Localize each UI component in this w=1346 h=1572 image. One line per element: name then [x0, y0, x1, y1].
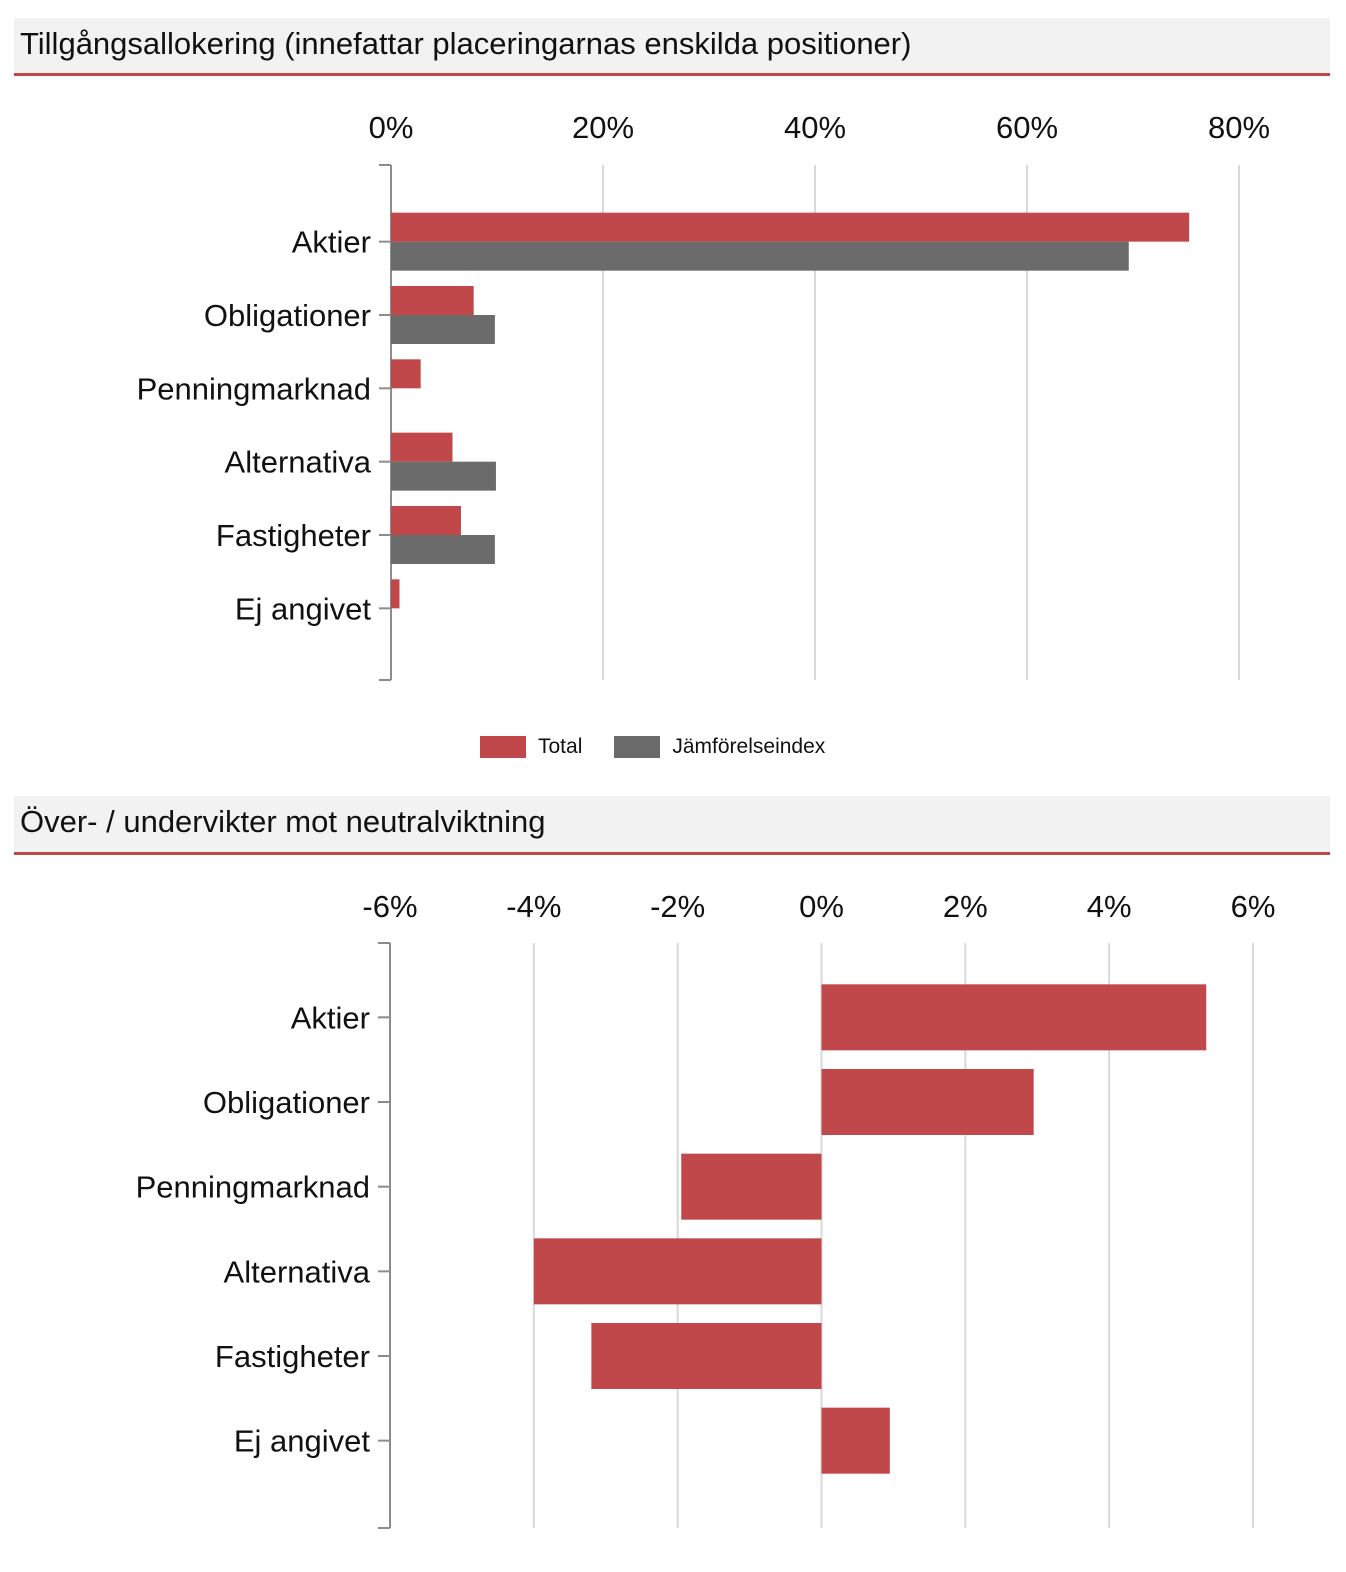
bar-fastigheter-jämförelseindex [391, 535, 495, 564]
x-tick-label: 40% [783, 110, 847, 145]
x-tick-label: 6% [1230, 889, 1276, 924]
x-tick-label: -6% [362, 889, 418, 924]
x-tick-label: 2% [942, 889, 988, 924]
x-tick-label: 0% [799, 889, 844, 924]
x-tick-label: 0% [368, 110, 414, 145]
bar-alternativa-total [391, 433, 452, 462]
x-tick-label: 80% [1207, 110, 1271, 145]
category-label: Fastigheter [215, 518, 371, 553]
bar-fastigheter-total [391, 506, 461, 535]
bar-ej-angivet-value [822, 1408, 890, 1474]
over-under-weight-bar-chart [0, 870, 1346, 1550]
bar-penningmarknad-value [681, 1154, 821, 1220]
category-label: Obligationer [203, 298, 371, 333]
category-label: Alternativa [223, 1254, 370, 1290]
weights-section-header [14, 796, 1330, 855]
x-tick-label: 20% [571, 110, 635, 145]
category-label: Alternativa [224, 444, 371, 480]
category-label: Ej angivet [233, 1423, 370, 1459]
bar-ej-angivet-total [391, 579, 399, 608]
legend-item-total [480, 735, 582, 759]
bar-penningmarknad-total [391, 359, 421, 388]
bar-obligationer-total [391, 286, 474, 315]
category-label: Penningmarknad [135, 1169, 370, 1205]
category-label: Obligationer [202, 1085, 370, 1120]
bar-aktier-total [391, 213, 1189, 242]
x-tick-label: 60% [995, 110, 1059, 145]
category-label: Penningmarknad [136, 371, 371, 407]
legend-item-index [614, 735, 825, 759]
category-label: Fastigheter [214, 1339, 370, 1374]
allocation-chart-title: Tillgångsallokering (innefattar placeringarnas enskilda positioner) [20, 26, 912, 61]
bar-alternativa-jämförelseindex [391, 462, 496, 491]
bar-fastigheter-value [591, 1323, 821, 1389]
bar-obligationer-jämförelseindex [391, 315, 495, 344]
bar-obligationer-value [822, 1069, 1034, 1135]
category-label: Ej angivet [234, 591, 371, 627]
x-tick-label: -2% [650, 889, 706, 924]
legend-swatch-index [614, 736, 660, 758]
bar-aktier-value [822, 984, 1207, 1050]
x-tick-label: -4% [506, 889, 562, 924]
weights-chart-title: Över- / undervikter mot neutralviktning [20, 804, 546, 839]
bar-alternativa-value [534, 1238, 822, 1304]
category-label: Aktier [291, 224, 371, 260]
chart-legend [480, 732, 857, 762]
legend-label-index: Jämförelseindex [672, 735, 826, 758]
legend-swatch-total [480, 736, 526, 758]
allocation-bar-chart [0, 90, 1346, 690]
category-label: Aktier [290, 1000, 370, 1036]
x-tick-label: 4% [1086, 889, 1132, 924]
allocation-section-header [14, 18, 1330, 76]
bar-aktier-jämförelseindex [391, 242, 1129, 271]
legend-label-total: Total [538, 735, 583, 758]
